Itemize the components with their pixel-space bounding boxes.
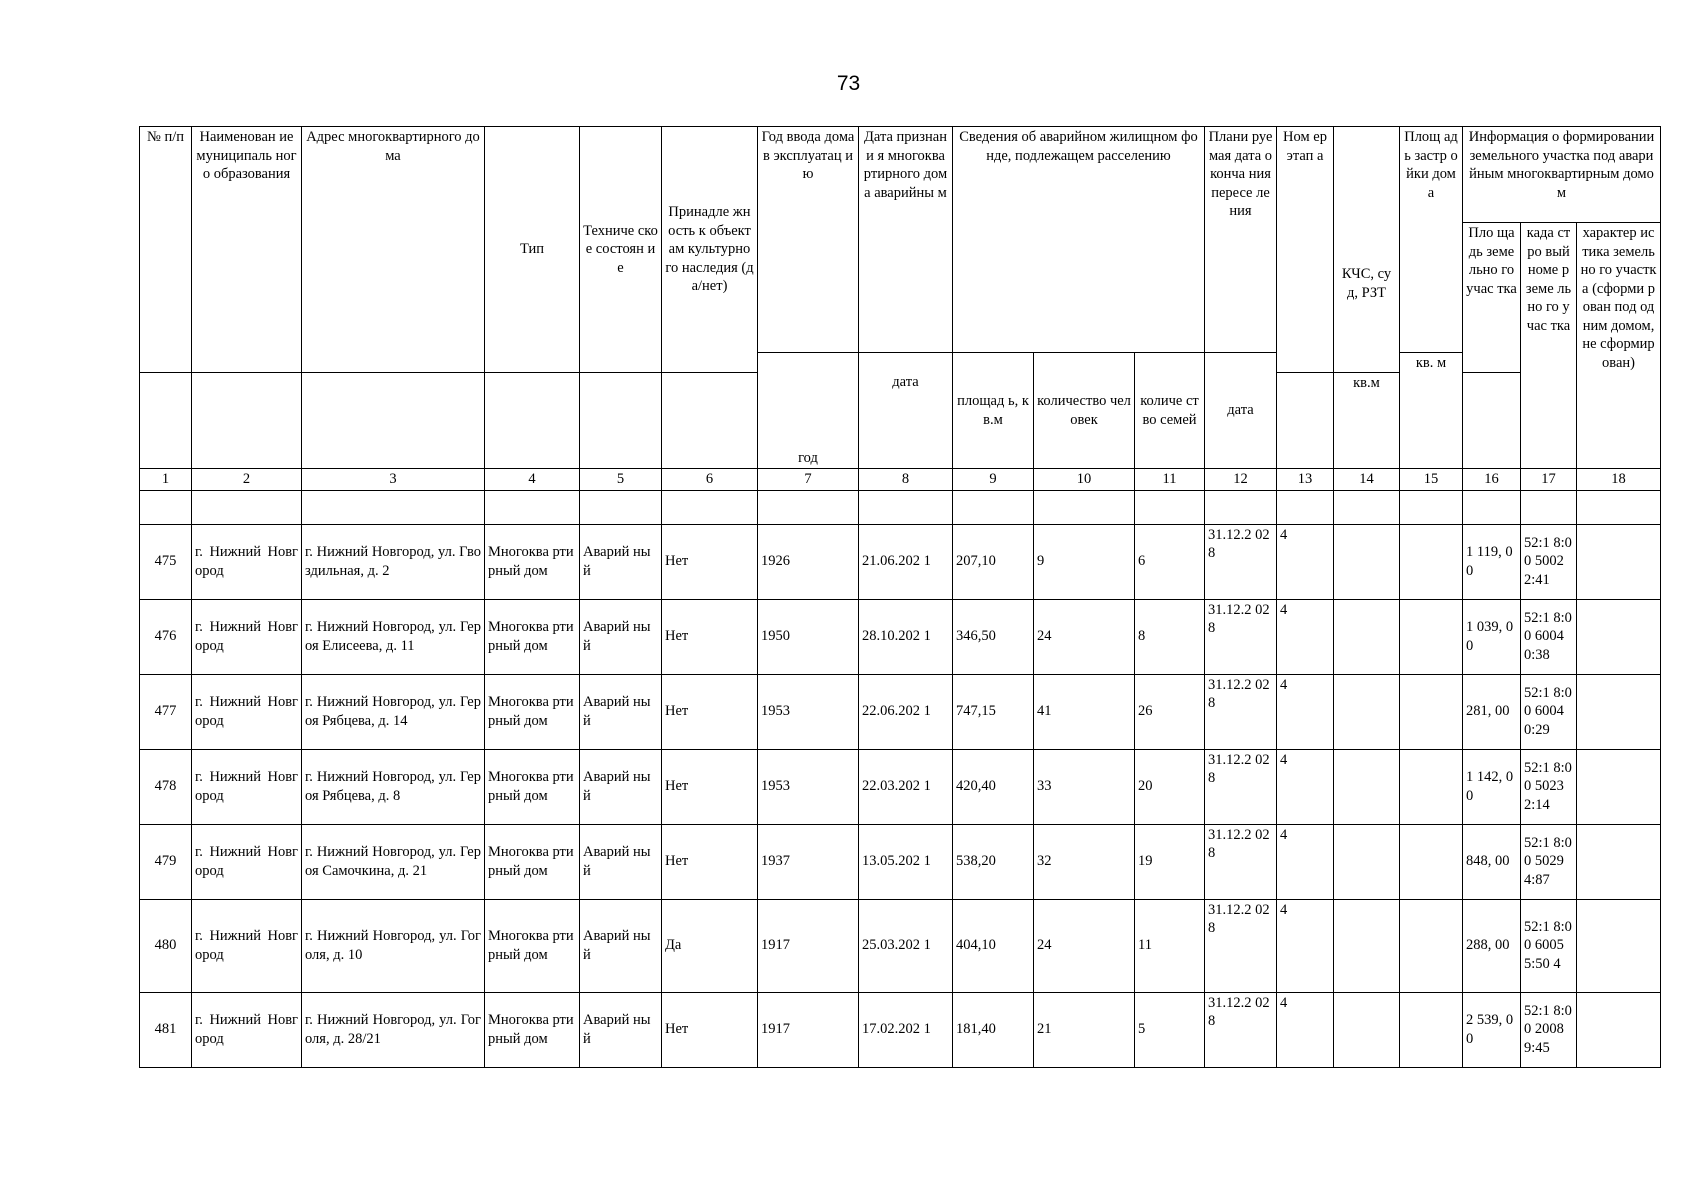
building-type-cell: Многоква ртирный дом — [485, 524, 580, 599]
built-area-cell — [1400, 674, 1463, 749]
plot-status-cell — [1577, 992, 1661, 1067]
header-filler-1 — [140, 373, 192, 469]
condition-cell: Аварий ный — [580, 992, 662, 1067]
people-count-cell: 41 — [1034, 674, 1135, 749]
header-col-12: Плани руемая дата оконча ния пересе ления — [1205, 127, 1277, 353]
planned-date-cell: 31.12.2 028 — [1205, 674, 1277, 749]
row-number-cell: 477 — [140, 674, 192, 749]
header-filler-2 — [192, 373, 302, 469]
stage-number-cell: 4 — [1277, 524, 1334, 599]
column-number: 11 — [1135, 469, 1205, 491]
municipality-cell: г. Нижний Новгород — [192, 674, 302, 749]
header-col-16-unit: кв.м — [1334, 373, 1400, 469]
built-area-cell — [1400, 899, 1463, 992]
column-number: 10 — [1034, 469, 1135, 491]
header-col-16: Пло щадь земе льно го учас тка — [1463, 223, 1521, 373]
kchs-cell — [1334, 599, 1400, 674]
kchs-cell — [1334, 992, 1400, 1067]
people-count-cell: 24 — [1034, 599, 1135, 674]
municipality-cell: г. Нижний Новгород — [192, 524, 302, 599]
header-filler-5 — [580, 373, 662, 469]
cadastral-number-cell: 52:1 8:00 5029 4:87 — [1521, 824, 1577, 899]
header-col-15-unit: кв. м — [1400, 353, 1463, 469]
planned-date-cell: 31.12.2 028 — [1205, 899, 1277, 992]
header-group-16-18: Информация о формировании земельного участка под аварийным многоквартирным домом — [1463, 127, 1661, 223]
header-filler-3 — [302, 373, 485, 469]
kchs-cell — [1334, 899, 1400, 992]
address-cell: г. Нижний Новгород, ул. Героя Елисеева, д. 11 — [302, 599, 485, 674]
header-col-11: количе ство семей — [1135, 353, 1205, 469]
column-number: 3 — [302, 469, 485, 491]
plot-status-cell — [1577, 824, 1661, 899]
built-area-cell — [1400, 524, 1463, 599]
header-col-8: Дата признани я многоква ртирного дома аварийны м — [859, 127, 953, 353]
header-row-1 — [140, 127, 1661, 223]
stage-number-cell: 4 — [1277, 992, 1334, 1067]
planned-date-cell: 31.12.2 028 — [1205, 824, 1277, 899]
header-col-13: Ном ер этап а — [1277, 127, 1334, 373]
family-count-cell: 19 — [1135, 824, 1205, 899]
header-col-7-unit: год — [758, 353, 859, 469]
year-built-cell: 1953 — [758, 674, 859, 749]
kchs-cell — [1334, 524, 1400, 599]
heritage-cell: Нет — [662, 599, 758, 674]
kchs-cell — [1334, 749, 1400, 824]
condition-cell: Аварий ный — [580, 824, 662, 899]
spacer-row — [140, 490, 1661, 524]
header-col-7: Год ввода дома в эксплуатац ию — [758, 127, 859, 353]
header-col-5: Техниче ское состоян ие — [580, 127, 662, 373]
column-number: 1 — [140, 469, 192, 491]
table-row — [140, 899, 1661, 992]
recognition-date-cell: 28.10.202 1 — [859, 599, 953, 674]
area-cell: 181,40 — [953, 992, 1034, 1067]
condition-cell: Аварий ный — [580, 749, 662, 824]
people-count-cell: 21 — [1034, 992, 1135, 1067]
header-col-3: Адрес многоквартирного дома — [302, 127, 485, 373]
column-number: 8 — [859, 469, 953, 491]
column-number: 13 — [1277, 469, 1334, 491]
recognition-date-cell: 25.03.202 1 — [859, 899, 953, 992]
column-numbers-row — [140, 469, 1661, 491]
header-filler-6 — [662, 373, 758, 469]
building-type-cell: Многоква ртирный дом — [485, 749, 580, 824]
header-col-14: КЧС, суд, РЗТ — [1334, 127, 1400, 373]
municipality-cell: г. Нижний Новгород — [192, 824, 302, 899]
cadastral-number-cell: 52:1 8:00 6004 0:29 — [1521, 674, 1577, 749]
address-cell: г. Нижний Новгород, ул. Героя Рябцева, д. 14 — [302, 674, 485, 749]
emergency-housing-table — [139, 126, 1661, 1068]
condition-cell: Аварий ный — [580, 599, 662, 674]
plot-area-cell: 1 119, 00 — [1463, 524, 1521, 599]
address-cell: г. Нижний Новгород, ул. Героя Рябцева, д. 8 — [302, 749, 485, 824]
column-number: 18 — [1577, 469, 1661, 491]
area-cell: 346,50 — [953, 599, 1034, 674]
header-col-4: Тип — [485, 127, 580, 373]
cadastral-number-cell: 52:1 8:00 5023 2:14 — [1521, 749, 1577, 824]
family-count-cell: 8 — [1135, 599, 1205, 674]
stage-number-cell: 4 — [1277, 749, 1334, 824]
cadastral-number-cell: 52:1 8:00 6005 5:50 4 — [1521, 899, 1577, 992]
year-built-cell: 1917 — [758, 899, 859, 992]
condition-cell: Аварий ный — [580, 899, 662, 992]
people-count-cell: 33 — [1034, 749, 1135, 824]
plot-area-cell: 288, 00 — [1463, 899, 1521, 992]
condition-cell: Аварий ный — [580, 674, 662, 749]
building-type-cell: Многоква ртирный дом — [485, 599, 580, 674]
header-col-2: Наименован ие муниципаль ного образования — [192, 127, 302, 373]
condition-cell: Аварий ный — [580, 524, 662, 599]
municipality-cell: г. Нижний Новгород — [192, 899, 302, 992]
column-number: 5 — [580, 469, 662, 491]
address-cell: г. Нижний Новгород, ул. Гоголя, д. 10 — [302, 899, 485, 992]
column-number: 15 — [1400, 469, 1463, 491]
recognition-date-cell: 13.05.202 1 — [859, 824, 953, 899]
family-count-cell: 5 — [1135, 992, 1205, 1067]
plot-status-cell — [1577, 524, 1661, 599]
recognition-date-cell: 22.03.202 1 — [859, 749, 953, 824]
family-count-cell: 6 — [1135, 524, 1205, 599]
people-count-cell: 24 — [1034, 899, 1135, 992]
header-col-8-unit: дата — [859, 353, 953, 469]
heritage-cell: Нет — [662, 524, 758, 599]
plot-area-cell: 281, 00 — [1463, 674, 1521, 749]
area-cell: 538,20 — [953, 824, 1034, 899]
area-cell: 207,10 — [953, 524, 1034, 599]
header-col-15: Площ адь застр ойки дома — [1400, 127, 1463, 353]
year-built-cell: 1950 — [758, 599, 859, 674]
built-area-cell — [1400, 992, 1463, 1067]
people-count-cell: 9 — [1034, 524, 1135, 599]
cadastral-number-cell: 52:1 8:00 2008 9:45 — [1521, 992, 1577, 1067]
kchs-cell — [1334, 674, 1400, 749]
people-count-cell: 32 — [1034, 824, 1135, 899]
plot-status-cell — [1577, 599, 1661, 674]
table-row — [140, 674, 1661, 749]
heritage-cell: Нет — [662, 824, 758, 899]
header-col-17: када стро вый номе р земе льно го учас тка — [1521, 223, 1577, 469]
built-area-cell — [1400, 824, 1463, 899]
building-type-cell: Многоква ртирный дом — [485, 674, 580, 749]
year-built-cell: 1926 — [758, 524, 859, 599]
family-count-cell: 20 — [1135, 749, 1205, 824]
plot-area-cell: 848, 00 — [1463, 824, 1521, 899]
header-col-18: характер истика земельно го участка (сформи рован под одним домом, не сформир ован) — [1577, 223, 1661, 469]
recognition-date-cell: 21.06.202 1 — [859, 524, 953, 599]
family-count-cell: 26 — [1135, 674, 1205, 749]
plot-status-cell — [1577, 899, 1661, 992]
table-row — [140, 599, 1661, 674]
planned-date-cell: 31.12.2 028 — [1205, 749, 1277, 824]
row-number-cell: 481 — [140, 992, 192, 1067]
built-area-cell — [1400, 599, 1463, 674]
table-row — [140, 824, 1661, 899]
table-row — [140, 749, 1661, 824]
cadastral-number-cell: 52:1 8:00 6004 0:38 — [1521, 599, 1577, 674]
column-number: 16 — [1463, 469, 1521, 491]
area-cell: 404,10 — [953, 899, 1034, 992]
stage-number-cell: 4 — [1277, 674, 1334, 749]
column-number: 17 — [1521, 469, 1577, 491]
header-col-1: № п/п — [140, 127, 192, 373]
column-number: 4 — [485, 469, 580, 491]
recognition-date-cell: 17.02.202 1 — [859, 992, 953, 1067]
column-number: 14 — [1334, 469, 1400, 491]
header-filler-13 — [1277, 373, 1334, 469]
stage-number-cell: 4 — [1277, 599, 1334, 674]
municipality-cell: г. Нижний Новгород — [192, 992, 302, 1067]
building-type-cell: Многоква ртирный дом — [485, 899, 580, 992]
row-number-cell: 475 — [140, 524, 192, 599]
cadastral-number-cell: 52:1 8:00 5002 2:41 — [1521, 524, 1577, 599]
building-type-cell: Многоква ртирный дом — [485, 824, 580, 899]
column-number: 12 — [1205, 469, 1277, 491]
address-cell: г. Нижний Новгород, ул. Гвоздильная, д. 2 — [302, 524, 485, 599]
year-built-cell: 1953 — [758, 749, 859, 824]
stage-number-cell: 4 — [1277, 824, 1334, 899]
table-body — [140, 524, 1661, 1067]
table-row — [140, 992, 1661, 1067]
header-filler-4 — [485, 373, 580, 469]
column-number: 2 — [192, 469, 302, 491]
page-number: 73 — [836, 72, 861, 95]
heritage-cell: Да — [662, 899, 758, 992]
table-row — [140, 524, 1661, 599]
header-col-12-unit: дата — [1205, 353, 1277, 469]
planned-date-cell: 31.12.2 028 — [1205, 992, 1277, 1067]
row-number-cell: 478 — [140, 749, 192, 824]
built-area-cell — [1400, 749, 1463, 824]
plot-area-cell: 1 142, 00 — [1463, 749, 1521, 824]
heritage-cell: Нет — [662, 992, 758, 1067]
address-cell: г. Нижний Новгород, ул. Гоголя, д. 28/21 — [302, 992, 485, 1067]
plot-status-cell — [1577, 674, 1661, 749]
header-group-9-11: Сведения об аварийном жилищном фонде, подлежащем расселению — [953, 127, 1205, 353]
column-number: 9 — [953, 469, 1034, 491]
heritage-cell: Нет — [662, 674, 758, 749]
column-number: 7 — [758, 469, 859, 491]
row-number-cell: 479 — [140, 824, 192, 899]
header-col-10: количество человек — [1034, 353, 1135, 469]
column-number: 6 — [662, 469, 758, 491]
area-cell: 747,15 — [953, 674, 1034, 749]
year-built-cell: 1917 — [758, 992, 859, 1067]
recognition-date-cell: 22.06.202 1 — [859, 674, 953, 749]
kchs-cell — [1334, 824, 1400, 899]
header-col-6: Принадле жность к объектам культурно го наследия (да/нет) — [662, 127, 758, 373]
row-number-cell: 476 — [140, 599, 192, 674]
year-built-cell: 1937 — [758, 824, 859, 899]
plot-area-cell: 1 039, 00 — [1463, 599, 1521, 674]
building-type-cell: Многоква ртирный дом — [485, 992, 580, 1067]
header-col-9: площад ь, кв.м — [953, 353, 1034, 469]
plot-status-cell — [1577, 749, 1661, 824]
stage-number-cell: 4 — [1277, 899, 1334, 992]
area-cell: 420,40 — [953, 749, 1034, 824]
planned-date-cell: 31.12.2 028 — [1205, 599, 1277, 674]
family-count-cell: 11 — [1135, 899, 1205, 992]
heritage-cell: Нет — [662, 749, 758, 824]
row-number-cell: 480 — [140, 899, 192, 992]
municipality-cell: г. Нижний Новгород — [192, 599, 302, 674]
municipality-cell: г. Нижний Новгород — [192, 749, 302, 824]
address-cell: г. Нижний Новгород, ул. Героя Самочкина, д. 21 — [302, 824, 485, 899]
plot-area-cell: 2 539, 00 — [1463, 992, 1521, 1067]
planned-date-cell: 31.12.2 028 — [1205, 524, 1277, 599]
